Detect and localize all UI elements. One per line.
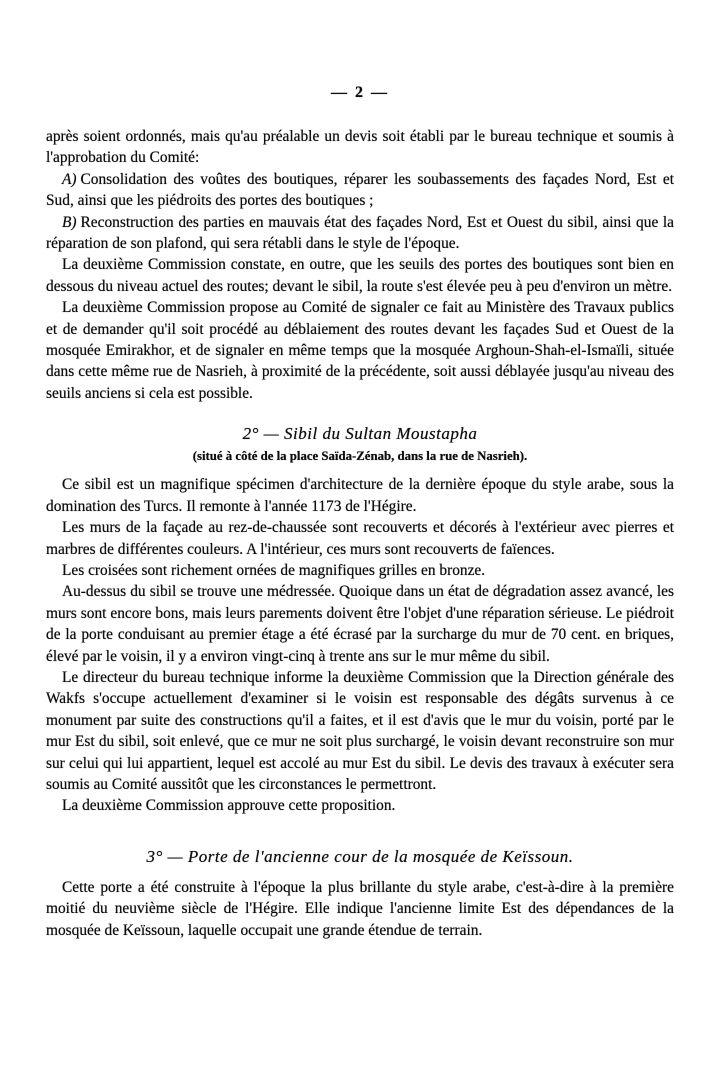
item-a-text: Consolidation des voûtes des boutiques, réparer les soubassements des façades Nord, Est et Sud, ainsi que les piédroits des portes des boutiques ;: [46, 170, 674, 210]
text-block: [46, 126, 674, 941]
item-a-label: A): [62, 170, 77, 188]
page-number: — 2 —: [331, 84, 389, 101]
section-2-subtitle: (situé à côté de la place Saïda-Zénab, dans la rue de Nasrieh).: [192, 449, 528, 464]
paragraph-sibil-specimen: Ce sibil est un magnifique spécimen d'architecture de la dernière époque du style arabe, sous la domination des Turcs. Il remonte à l'année 1173 de l'Hégire.: [46, 476, 674, 515]
spacer: [46, 868, 674, 877]
paragraph-continuation: après soient ordonnés, mais qu'au préalable un devis soit établi par le bureau technique et soumis à l'approbation du Comité:: [46, 128, 674, 167]
paragraph-porte-keissoun: Cette porte a été construite à l'époque la plus brillante du style arabe, c'est-à-dire à la première moitié du neuvième siècle de l'Hégire. Elle indique l'ancienne limite Est des dépendances de la mosquée de Keïssoun, laquelle occupait une grande étendue de terrain.: [46, 878, 674, 939]
section-3-heading: 3° — Porte de l'ancienne cour de la mosquée de Keïssoun.: [146, 846, 574, 866]
paragraph-commission-propose: La deuxième Commission propose au Comité de signaler ce fait au Ministère des Travaux publics et de demander qu'il soit procédé au déblaiement des routes devant les façades Sud et Ouest de la mosquée Emirakhor, et de signaler en même temps que la mosquée Arghoun-Shah-el-Ismaïli, située dans cette même rue de Nasrieh, à proximité de la précédente, soit aussi déblayée jusqu'au niveau des seuils anciens si cela est possible.: [46, 299, 674, 402]
item-b-label: B): [62, 213, 77, 231]
spacer: [46, 465, 674, 474]
item-b-text: Reconstruction des parties en mauvais état des façades Nord, Est et Ouest du sibil, ainsi que la réparation de son plafond, qui sera rétabli dans le style de l'époque.: [46, 213, 674, 253]
paragraph-medressee: Au-dessus du sibil se trouve une médressée. Quoique dans un état de dégradation assez avancé, les murs sont encore bons, mais leurs parements doivent être l'objet d'une réparation sérieuse. Le piédroit de la porte conduisant au premier étage a été écrasé par la surcharge du mur de 70 cent. en briques, élevé par le voisin, il y a environ vingt-cinq à trente ans sur le mur même du sibil.: [46, 583, 674, 665]
spacer: [46, 817, 674, 827]
paragraph-commission-constate: La deuxième Commission constate, en outre, que les seuils des portes des boutiques sont bien en dessous du niveau actuel des routes; devant le sibil, la route s'est élevée peu à peu d'environ un mètre.: [46, 256, 674, 295]
paragraph-commission-approuve: La deuxième Commission approuve cette proposition.: [62, 797, 396, 815]
paragraph-directeur-bureau: Le directeur du bureau technique informe la deuxième Commission que la Direction générale des Wakfs s'occupe actuellement d'examiner si le voisin est responsable des dégâts survenus à ce monument par suite des constructions qu'il a faites, et il est d'avis que le mur du voisin, porté par le mur Est du sibil, soit enlevé, que ce mur ne soit plus surchargé, le voisin devant reconstruire son mur sur celui qui lui appartient, lequel est accolé au mur Est du sibil. Le devis des travaux à exécuter sera soumis au Comité aussitôt que les circonstances le permettront.: [46, 668, 674, 793]
section-2-heading: 2° — Sibil du Sultan Moustapha: [242, 424, 478, 444]
list-item-b: [46, 212, 674, 255]
paragraph-croisees: Les croisées sont richement ornées de magnifiques grilles en bronze.: [62, 561, 486, 579]
paragraph-murs-facade: Les murs de la façade au rez-de-chaussée sont recouverts et décorés à l'extérieur avec pierres et marbres de différentes couleurs. A l'intérieur, ces murs sont recouverts de faïences.: [46, 519, 674, 558]
list-item-a: [46, 169, 674, 212]
